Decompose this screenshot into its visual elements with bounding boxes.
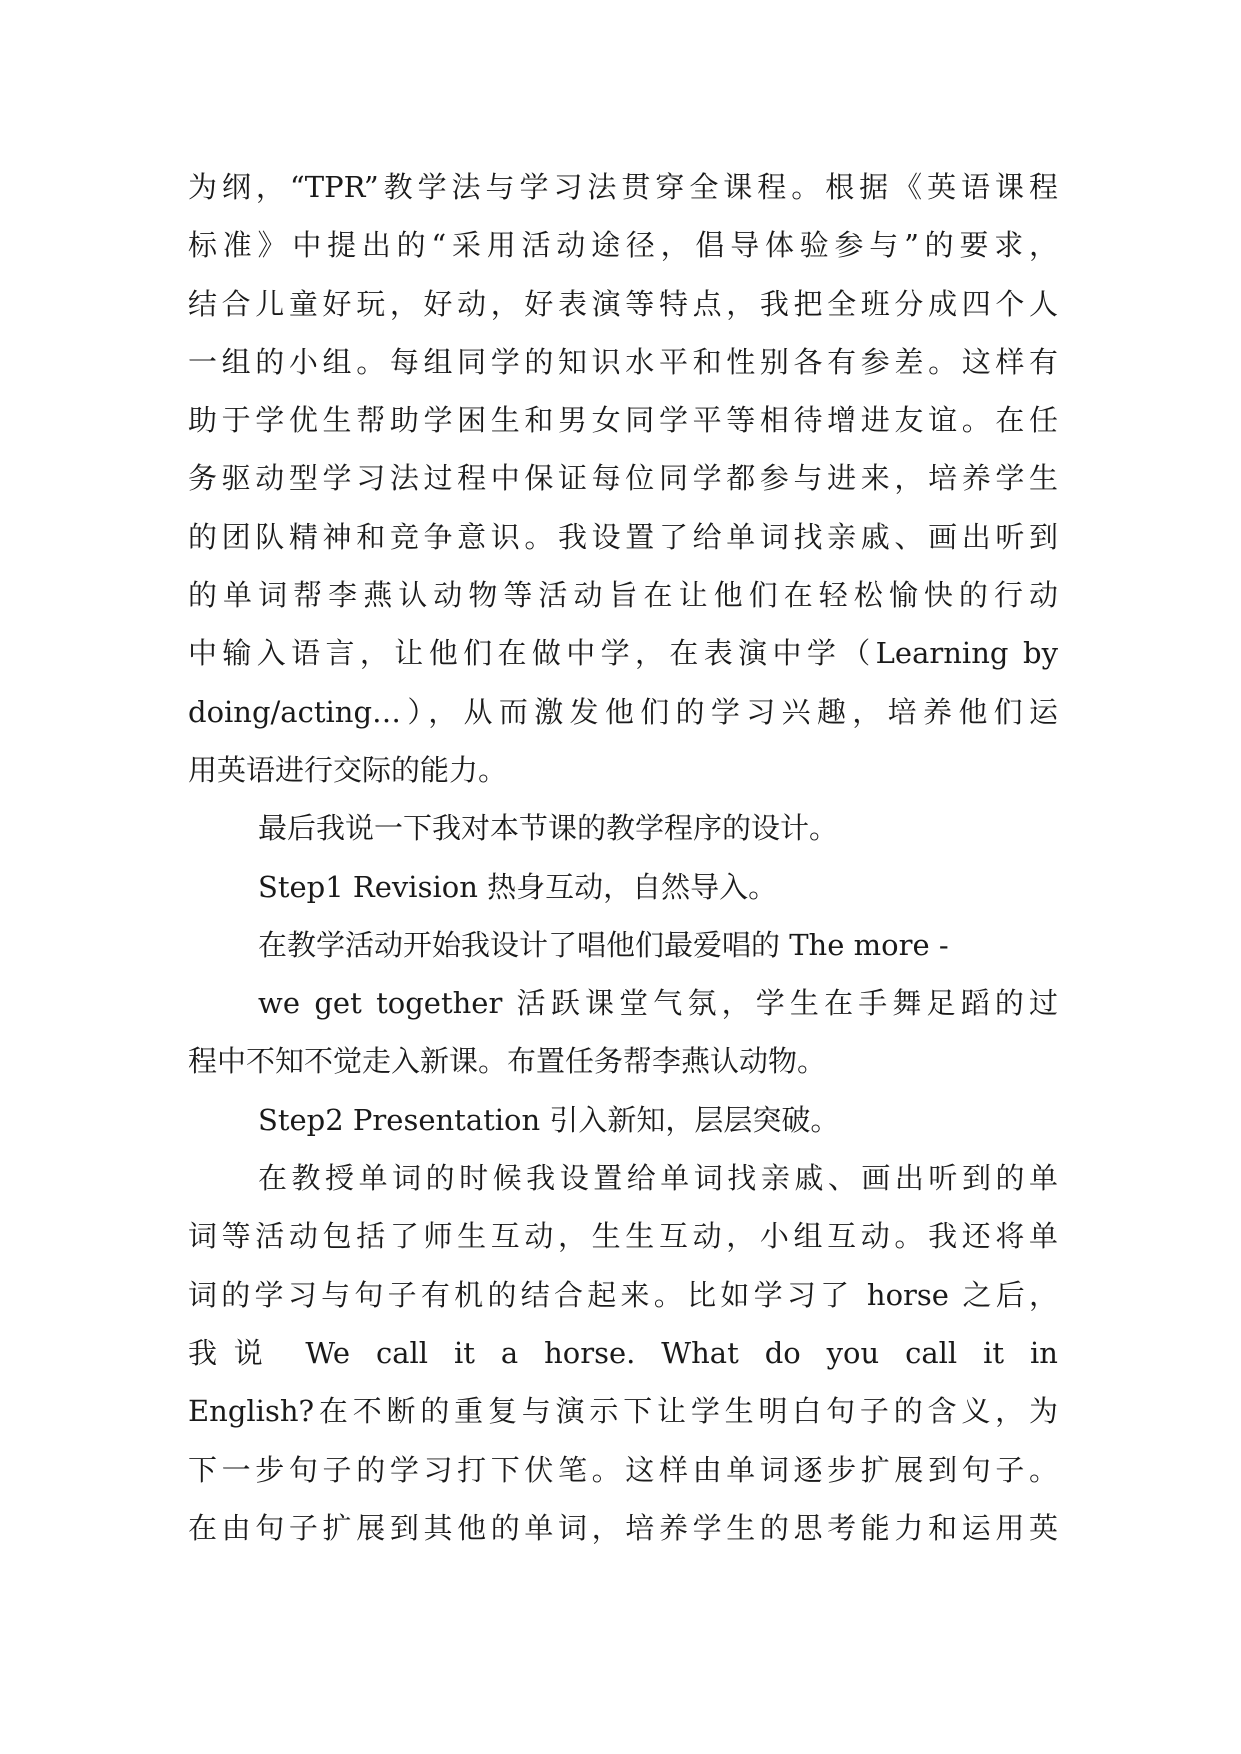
step-heading: Step2 Presentation 引入新知，层层突破。 [258,1102,840,1137]
text-line: 的单词帮李燕认动物等活动旨在让他们在轻松愉快的行动 [188,578,1058,613]
text-line: 为纲，“TPR”教学法与学习法贯穿全课程。根据《英语课程 [188,170,1058,204]
text-line: doing/acting…），从而激发他们的学习兴趣，培养他们运 [188,694,1058,729]
text-line: 标准》中提出的“采用活动途径，倡导体验参与”的要求， [188,228,1058,263]
paragraph-start: 最后我说一下我对本节课的教学程序的设计。 [258,811,839,846]
text-line: 务驱动型学习法过程中保证每位同学都参与进来，培养学生 [188,461,1058,496]
text-line: 结合儿童好玩，好动，好表演等特点，我把全班分成四个人 [188,286,1058,321]
text-line: 在由句子扩展到其他的单词，培养学生的思考能力和运用英 [188,1510,1058,1545]
paragraph-start: 在教学活动开始我设计了唱他们最爱唱的 The more - [258,927,949,962]
text-line: 程中不知不觉走入新课。布置任务帮李燕认动物。 [188,1044,827,1079]
paragraph-start: 在教授单词的时候我设置给单词找亲戚、画出听到的单 [258,1161,1058,1196]
text-line: English?在不断的重复与演示下让学生明白句子的含义，为 [188,1394,1058,1429]
text-line: 助于学优生帮助学困生和男女同学平等相待增进友谊。在任 [188,403,1058,438]
text-line: 中输入语言，让他们在做中学，在表演中学（Learning by [188,636,1058,671]
text-line: 下一步句子的学习打下伏笔。这样由单词逐步扩展到句子。 [188,1452,1058,1487]
text-line: 一组的小组。每组同学的知识水平和性别各有参差。这样有 [188,344,1058,379]
text-line: 的团队精神和竞争意识。我设置了给单词找亲戚、画出听到 [188,519,1058,554]
step-heading: Step1 Revision 热身互动，自然导入。 [258,869,778,904]
text-line: 词等活动包括了师生互动，生生互动，小组互动。我还将单 [188,1219,1058,1254]
text-line: 用英语进行交际的能力。 [188,752,508,787]
body-text [188,158,1058,1557]
text-line: 词的学习与句子有机的结合起来。比如学习了 horse 之后， [188,1277,1058,1312]
text-line: we get together 活跃课堂气氛，学生在手舞足蹈的过 [258,986,1058,1021]
text-line: 我说 We call it a horse. What do you call it in [188,1335,1058,1370]
